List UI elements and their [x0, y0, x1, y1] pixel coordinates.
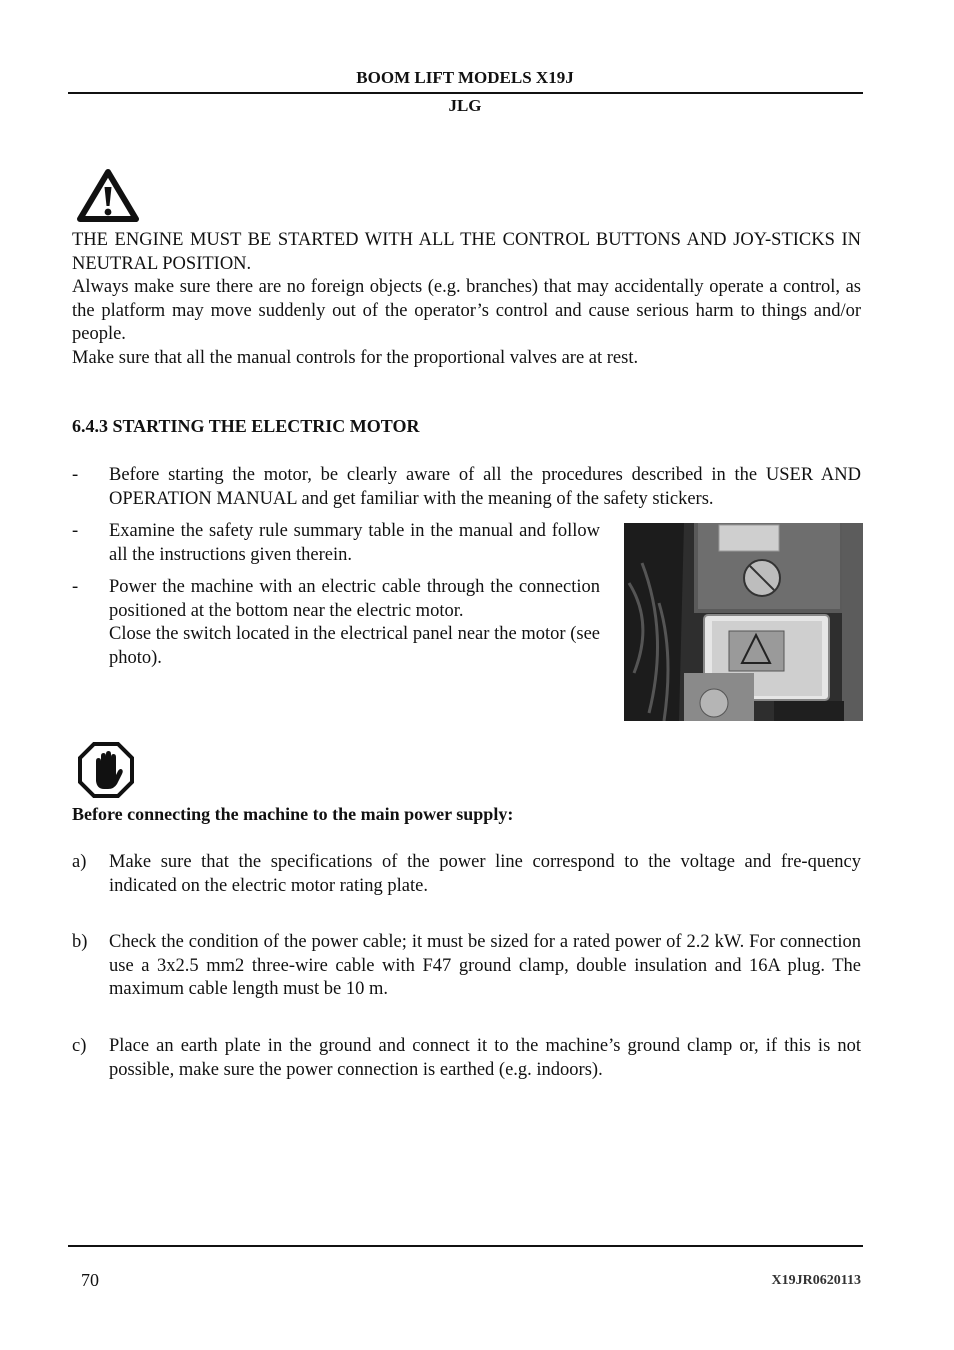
- warning-text-line: Always make sure there are no foreign objects (e.g. branches) that may accidentally operate a control, as the platform may move suddenly out of the operator’s control and cause serious harm to things and/or people.: [72, 277, 861, 344]
- list-item-text: Power the machine with an electric cable through the connection positioned at the bottom near the electric motor.: [109, 577, 600, 621]
- section-heading: 6.4.3 STARTING THE ELECTRIC MOTOR: [72, 416, 420, 436]
- list-marker: -: [72, 577, 79, 597]
- header-rule: [68, 92, 863, 94]
- document-brand: JLG: [448, 96, 482, 115]
- page-number: 70: [81, 1270, 99, 1290]
- warning-triangle-icon: [76, 168, 140, 228]
- list-marker: c): [72, 1036, 87, 1056]
- list-marker: a): [72, 852, 87, 872]
- list-item-text: Make sure that the specifications of the power line correspond to the voltage and fre-quency indicated on the electric motor rating plate.: [109, 852, 861, 896]
- document-code: X19JR0620113: [771, 1273, 861, 1288]
- warning-text-block: [72, 229, 861, 370]
- list-item-text: Close the switch located in the electrical panel near the motor (see photo).: [109, 624, 600, 668]
- list-item-text: Before starting the motor, be clearly aware of all the procedures described in the USER AND OPERATION MANUAL and get familiar with the meaning of the safety stickers.: [109, 465, 861, 509]
- list-marker: -: [72, 521, 79, 541]
- warning-text-line: THE ENGINE MUST BE STARTED WITH ALL THE CONTROL BUTTONS AND JOY-STICKS IN NEUTRAL POSITION.: [72, 230, 861, 274]
- warning-text-line: Make sure that all the manual controls for the proportional valves are at rest.: [72, 347, 639, 368]
- document-title: BOOM LIFT MODELS X19J: [356, 68, 574, 87]
- list-marker: b): [72, 932, 88, 952]
- list-item-text: Place an earth plate in the ground and connect it to the machine’s ground clamp or, if this is not possible, make sure the power connection is earthed (e.g. indoors).: [109, 1036, 861, 1080]
- footer-rule: [68, 1245, 863, 1247]
- list-item-text: Check the condition of the power cable; it must be sized for a rated power of 2.2 kW. For connection use a 3x2.5 mm2 three-wire cable with F47 ground clamp, double insulation and 16A plug. The maximum cable length must be 10 m.: [109, 932, 861, 999]
- list-item-text: Examine the safety rule summary table in the manual and follow all the instructions given therein.: [109, 521, 600, 565]
- power-supply-heading: Before connecting the machine to the main power supply:: [72, 804, 514, 824]
- electric-panel-photo: [624, 523, 863, 721]
- stop-hand-icon: [77, 741, 135, 804]
- list-marker: -: [72, 465, 79, 485]
